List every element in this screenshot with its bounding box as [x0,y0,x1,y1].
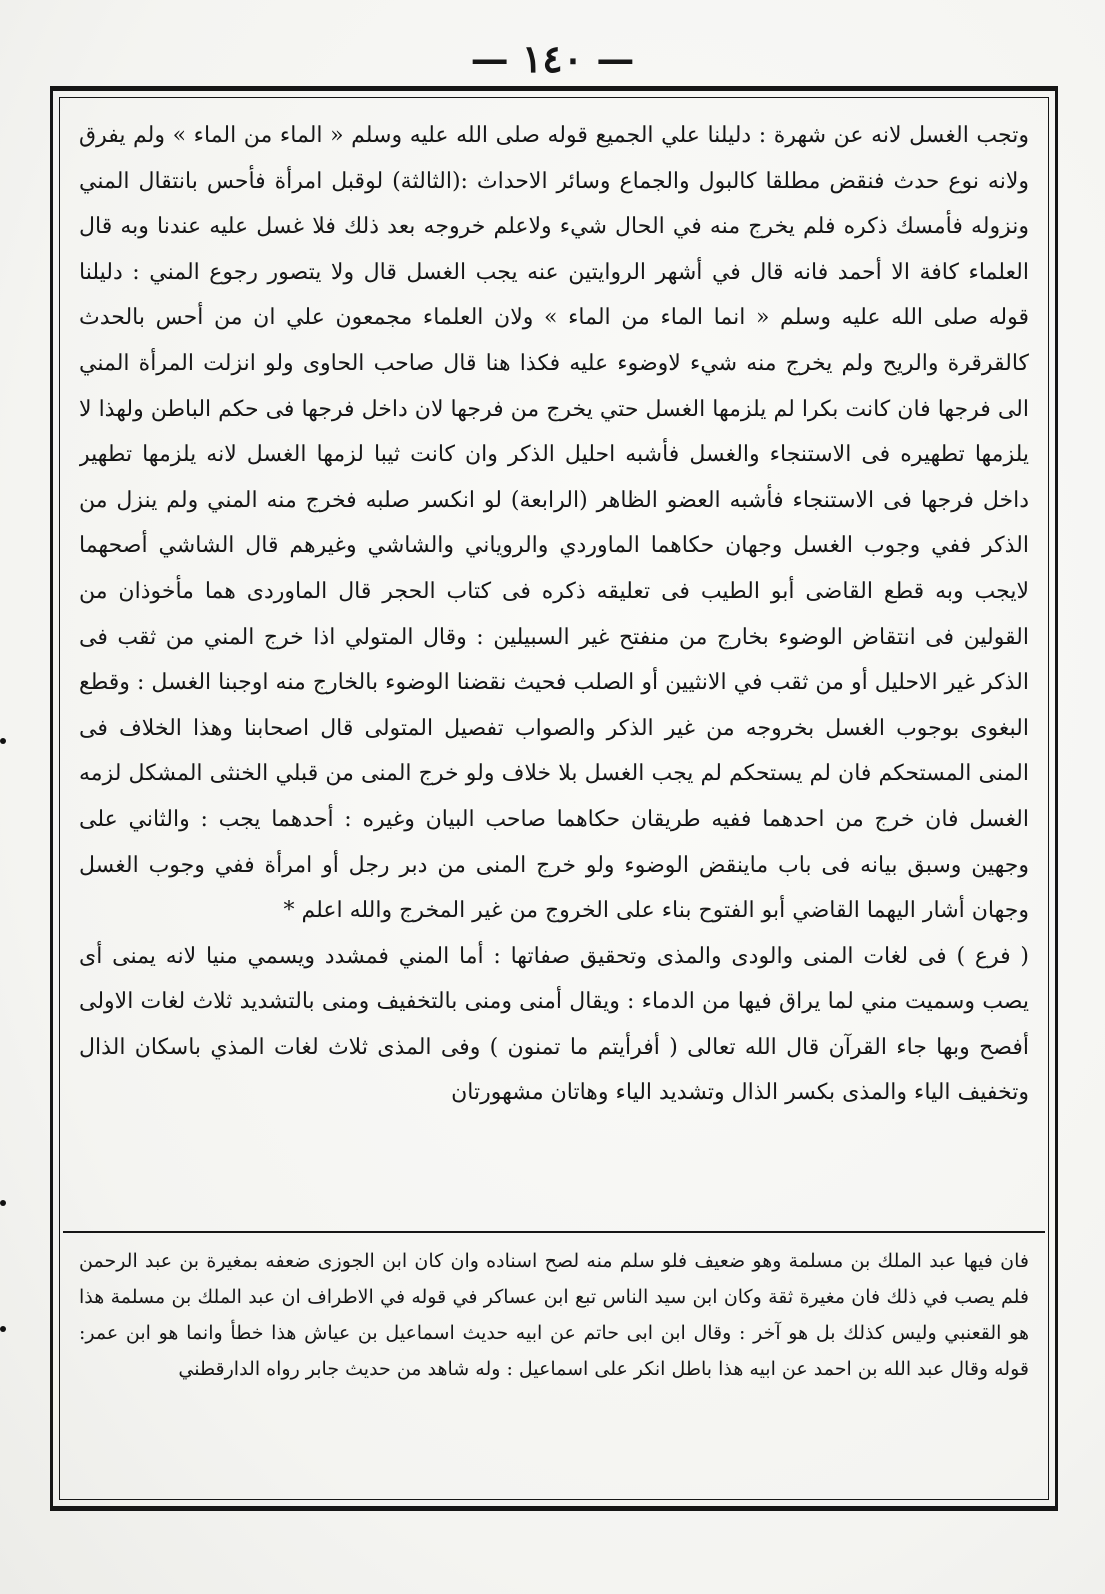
footnote-separator [63,1231,1045,1233]
footnote-body [79,1243,1029,1483]
main-text-body [79,113,1029,1215]
main-paragraph-2: ( فرع ) فى لغات المنى والودى والمذى وتحقيق صفاتها : أما المني فمشدد ويسمي منيا لانه يمنى أى يصب وسميت مني لما يراق فيها من الدماء : ويقال أمنى ومنى بالتخفيف ومنى بالتشديد ثلاث لغات الاولى أفصح وبها جاء القرآن قال الله تعالى ( أفرأيتم ما تمنون ) وفى المذى ثلاث لغات المذي باسكان الذال وتخفيف الياء والمذى بكسر الذال وتشديد الياء وهاتان مشهورتان [79,943,1029,1106]
page-number: — ١٤٠ — [470,36,635,81]
text-frame [50,86,1058,1511]
binding-dot [0,1326,6,1332]
main-paragraph-1: وتجب الغسل لانه عن شهرة : دليلنا علي الجميع قوله صلى الله عليه وسلم « الماء من الماء » ولم يفرق ولانه نوع حدث فنقض مطلقا كالبول والجماع وسائر الاحداث :(الثالثة) لوقبل امرأة فأحس بانتقال المني ونزوله فأمسك ذكره فلم يخرج منه في الحال شيء ولاعلم خروجه بعد ذلك فلا غسل عليه عندنا وبه قال العلماء كافة الا أحمد فانه قال في أشهر الروايتين عنه يجب الغسل قال ولا يتصور رجوع المني : دليلنا قوله صلى الله عليه وسلم « انما الماء من الماء » ولان العلماء مجمعون علي ان من أحس بالحدث كالقرقرة والريح ولم يخرج منه شيء لاوضوء عليه فكذا هنا قال صاحب الحاوى ولو انزلت المرأة المني الى فرجها فان كانت بكرا لم يلزمها الغسل حتي يخرج من فرجها لان داخل فرجها فى حكم الباطن ولهذا لا يلزمها تطهيره فى الاستنجاء والغسل فأشبه احليل الذكر وان كانت ثيبا لزمها الغسل لانه يلزمها تطهير داخل فرجها فى الاستنجاء فأشبه العضو الظاهر (الرابعة) لو انكسر صلبه فخرج منه المني ولم ينزل من الذكر ففي وجوب الغسل وجهان حكاهما الماوردي والروياني والشاشي وغيرهم قال الشاشي أصحهما لايجب وبه قطع القاضى أبو الطيب فى تعليقه ذكره فى كتاب الحجر قال الماوردى هما مأخوذان من القولين فى انتقاض الوضوء بخارج من منفتح غير السبيلين : وقال المتولي اذا خرج المني من ثقب فى الذكر غير الاحليل أو من ثقب في الانثيين أو الصلب فحيث نقضنا الوضوء بالخارج منه اوجبنا الغسل : وقطع البغوى بوجوب الغسل بخروجه من غير الذكر والصواب تفصيل المتولى قال اصحابنا وهذا الخلاف فى المنى المستحكم فان لم يستحكم لم يجب الغسل بلا خلاف ولو خرج المنى من قبلي الخنثى المشكل لزمه الغسل فان خرج من احدهما ففيه طريقان حكاهما صاحب البيان وغيره : أحدهما يجب : والثاني على وجهين وسبق بيانه فى باب ماينقض الوضوء ولو خرج المنى من دبر رجل أو امرأة ففي وجوب الغسل وجهان أشار اليهما القاضي أبو الفتوح بناء على الخروج من غير المخرج والله اعلم * [79,123,1029,924]
binding-dot [0,1200,6,1206]
binding-dot [0,738,6,744]
footnote-paragraph: فان فيها عبد الملك بن مسلمة وهو ضعيف فلو سلم منه لصح اسناده وان كان ابن الجوزى ضعفه بمغيرة بن عبد الرحمن فلم يصب في ذلك فان مغيرة ثقة وكان ابن سيد الناس تبع ابن عساكر في قوله في الاطراف ان عبد الملك بن مسلمة هذا هو القعنبي وليس كذلك بل هو آخر : وقال ابن ابى حاتم عن ابيه حديث اسماعيل بن عياش هذا خطأ وانما هو ابن عمر: قوله وقال عبد الله بن احمد عن ابيه هذا باطل انكر على اسماعيل : وله شاهد من حديث جابر رواه الدارقطني [79,1250,1029,1380]
